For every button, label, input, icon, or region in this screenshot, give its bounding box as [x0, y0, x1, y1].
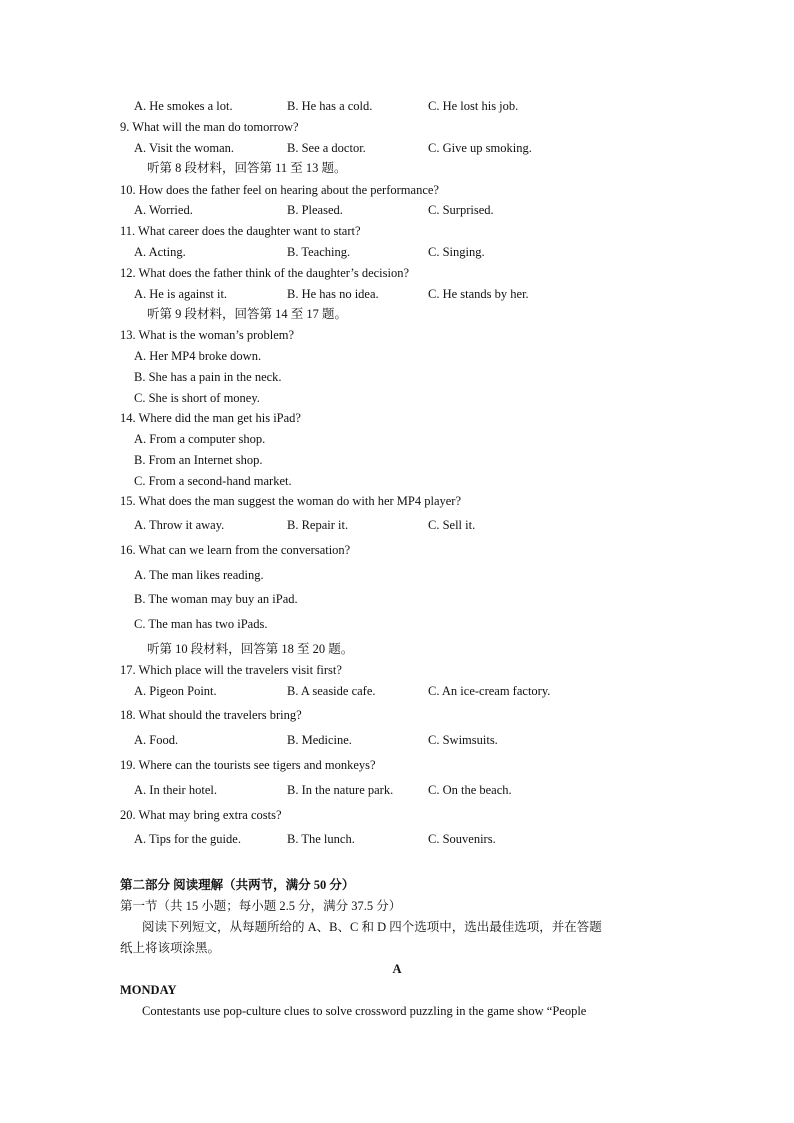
question-stem: 9. What will the man do tomorrow? — [120, 120, 299, 134]
answer-option-c: C. Souvenirs. — [428, 832, 496, 846]
answer-option-a: A. Acting. — [134, 245, 186, 259]
answer-option-c: C. He lost his job. — [428, 99, 519, 113]
answer-option-b: B. Teaching. — [287, 245, 351, 259]
answer-option-a: A. Worried. — [134, 203, 193, 217]
answer-option-c: C. Singing. — [428, 245, 485, 259]
answer-option-c: C. Sell it. — [428, 518, 476, 532]
answer-option-a: A. Her MP4 broke down. — [134, 349, 262, 363]
question-stem: 13. What is the woman’s problem? — [120, 328, 295, 342]
answer-option-b: B. He has no idea. — [287, 287, 379, 301]
answer-option-a: A. In their hotel. — [134, 783, 217, 797]
answer-option-b: B. The lunch. — [287, 832, 355, 846]
answer-option-b: B. A seaside cafe. — [287, 684, 376, 698]
answer-option-a: A. Throw it away. — [134, 518, 225, 532]
answer-option-c: C. He stands by her. — [428, 287, 529, 301]
day-heading: MONDAY — [120, 983, 177, 997]
question-stem: 15. What does the man suggest the woman do with her MP4 player? — [120, 494, 462, 508]
part-two-title: 第二部分 阅读理解（共两节，满分 50 分） — [120, 878, 355, 892]
answer-option-b: B. He has a cold. — [287, 99, 373, 113]
answer-option-c: C. Give up smoking. — [428, 141, 532, 155]
question-stem: 14. Where did the man get his iPad? — [120, 411, 301, 425]
passage-label: A — [392, 962, 402, 976]
question-stem: 17. Which place will the travelers visit first? — [120, 663, 342, 677]
answer-option-c: C. Swimsuits. — [428, 733, 498, 747]
answer-option-b: B. Repair it. — [287, 518, 349, 532]
answer-option-a: A. The man likes reading. — [134, 568, 264, 582]
answer-option-b: B. Medicine. — [287, 733, 352, 747]
answer-option-b: B. In the nature park. — [287, 783, 394, 797]
answer-option-c: C. On the beach. — [428, 783, 512, 797]
answer-option-a: A. Food. — [134, 733, 179, 747]
answer-option-a: A. He smokes a lot. — [134, 99, 233, 113]
answer-option-a: A. Visit the woman. — [134, 141, 235, 155]
answer-option-b: B. Pleased. — [287, 203, 343, 217]
section-one-heading: 第一节（共 15 小题；每小题 2.5 分，满分 37.5 分） — [120, 899, 402, 913]
answer-option-a: C. She is short of money. — [134, 391, 260, 405]
answer-option-c: C. Surprised. — [428, 203, 494, 217]
answer-option-a: A. From a computer shop. — [134, 432, 266, 446]
question-stem: 20. What may bring extra costs? — [120, 808, 282, 822]
question-stem: 11. What career does the daughter want to start? — [120, 224, 361, 238]
answer-option-a: A. Pigeon Point. — [134, 684, 217, 698]
passage-text: Contestants use pop-culture clues to solve crossword puzzling in the game show “People — [142, 1004, 587, 1018]
answer-option-a: B. From an Internet shop. — [134, 453, 263, 467]
answer-option-a: B. The woman may buy an iPad. — [134, 592, 298, 606]
section-note: 听第 9 段材料，回答第 14 至 17 题。 — [147, 307, 348, 321]
answer-option-a: B. She has a pain in the neck. — [134, 370, 282, 384]
answer-option-a: A. Tips for the guide. — [134, 832, 241, 846]
instruction-line-1: 阅读下列短文，从每题所给的 A、B、C 和 D 四个选项中，选出最佳选项，并在答题 — [142, 920, 602, 934]
answer-option-b: B. See a doctor. — [287, 141, 366, 155]
question-stem: 19. Where can the tourists see tigers and monkeys? — [120, 758, 376, 772]
instruction-line-2: 纸上将该项涂黑。 — [120, 941, 221, 955]
answer-option-a: C. From a second-hand market. — [134, 474, 292, 488]
answer-option-a: C. The man has two iPads. — [134, 617, 268, 631]
answer-option-a: A. He is against it. — [134, 287, 228, 301]
question-stem: 10. How does the father feel on hearing about the performance? — [120, 183, 439, 197]
question-stem: 12. What does the father think of the daughter’s decision? — [120, 266, 410, 280]
question-stem: 18. What should the travelers bring? — [120, 708, 302, 722]
section-note: 听第 10 段材料，回答第 18 至 20 题。 — [147, 642, 354, 656]
section-note: 听第 8 段材料，回答第 11 至 13 题。 — [147, 161, 347, 175]
answer-option-c: C. An ice-cream factory. — [428, 684, 551, 698]
question-stem: 16. What can we learn from the conversation? — [120, 543, 351, 557]
